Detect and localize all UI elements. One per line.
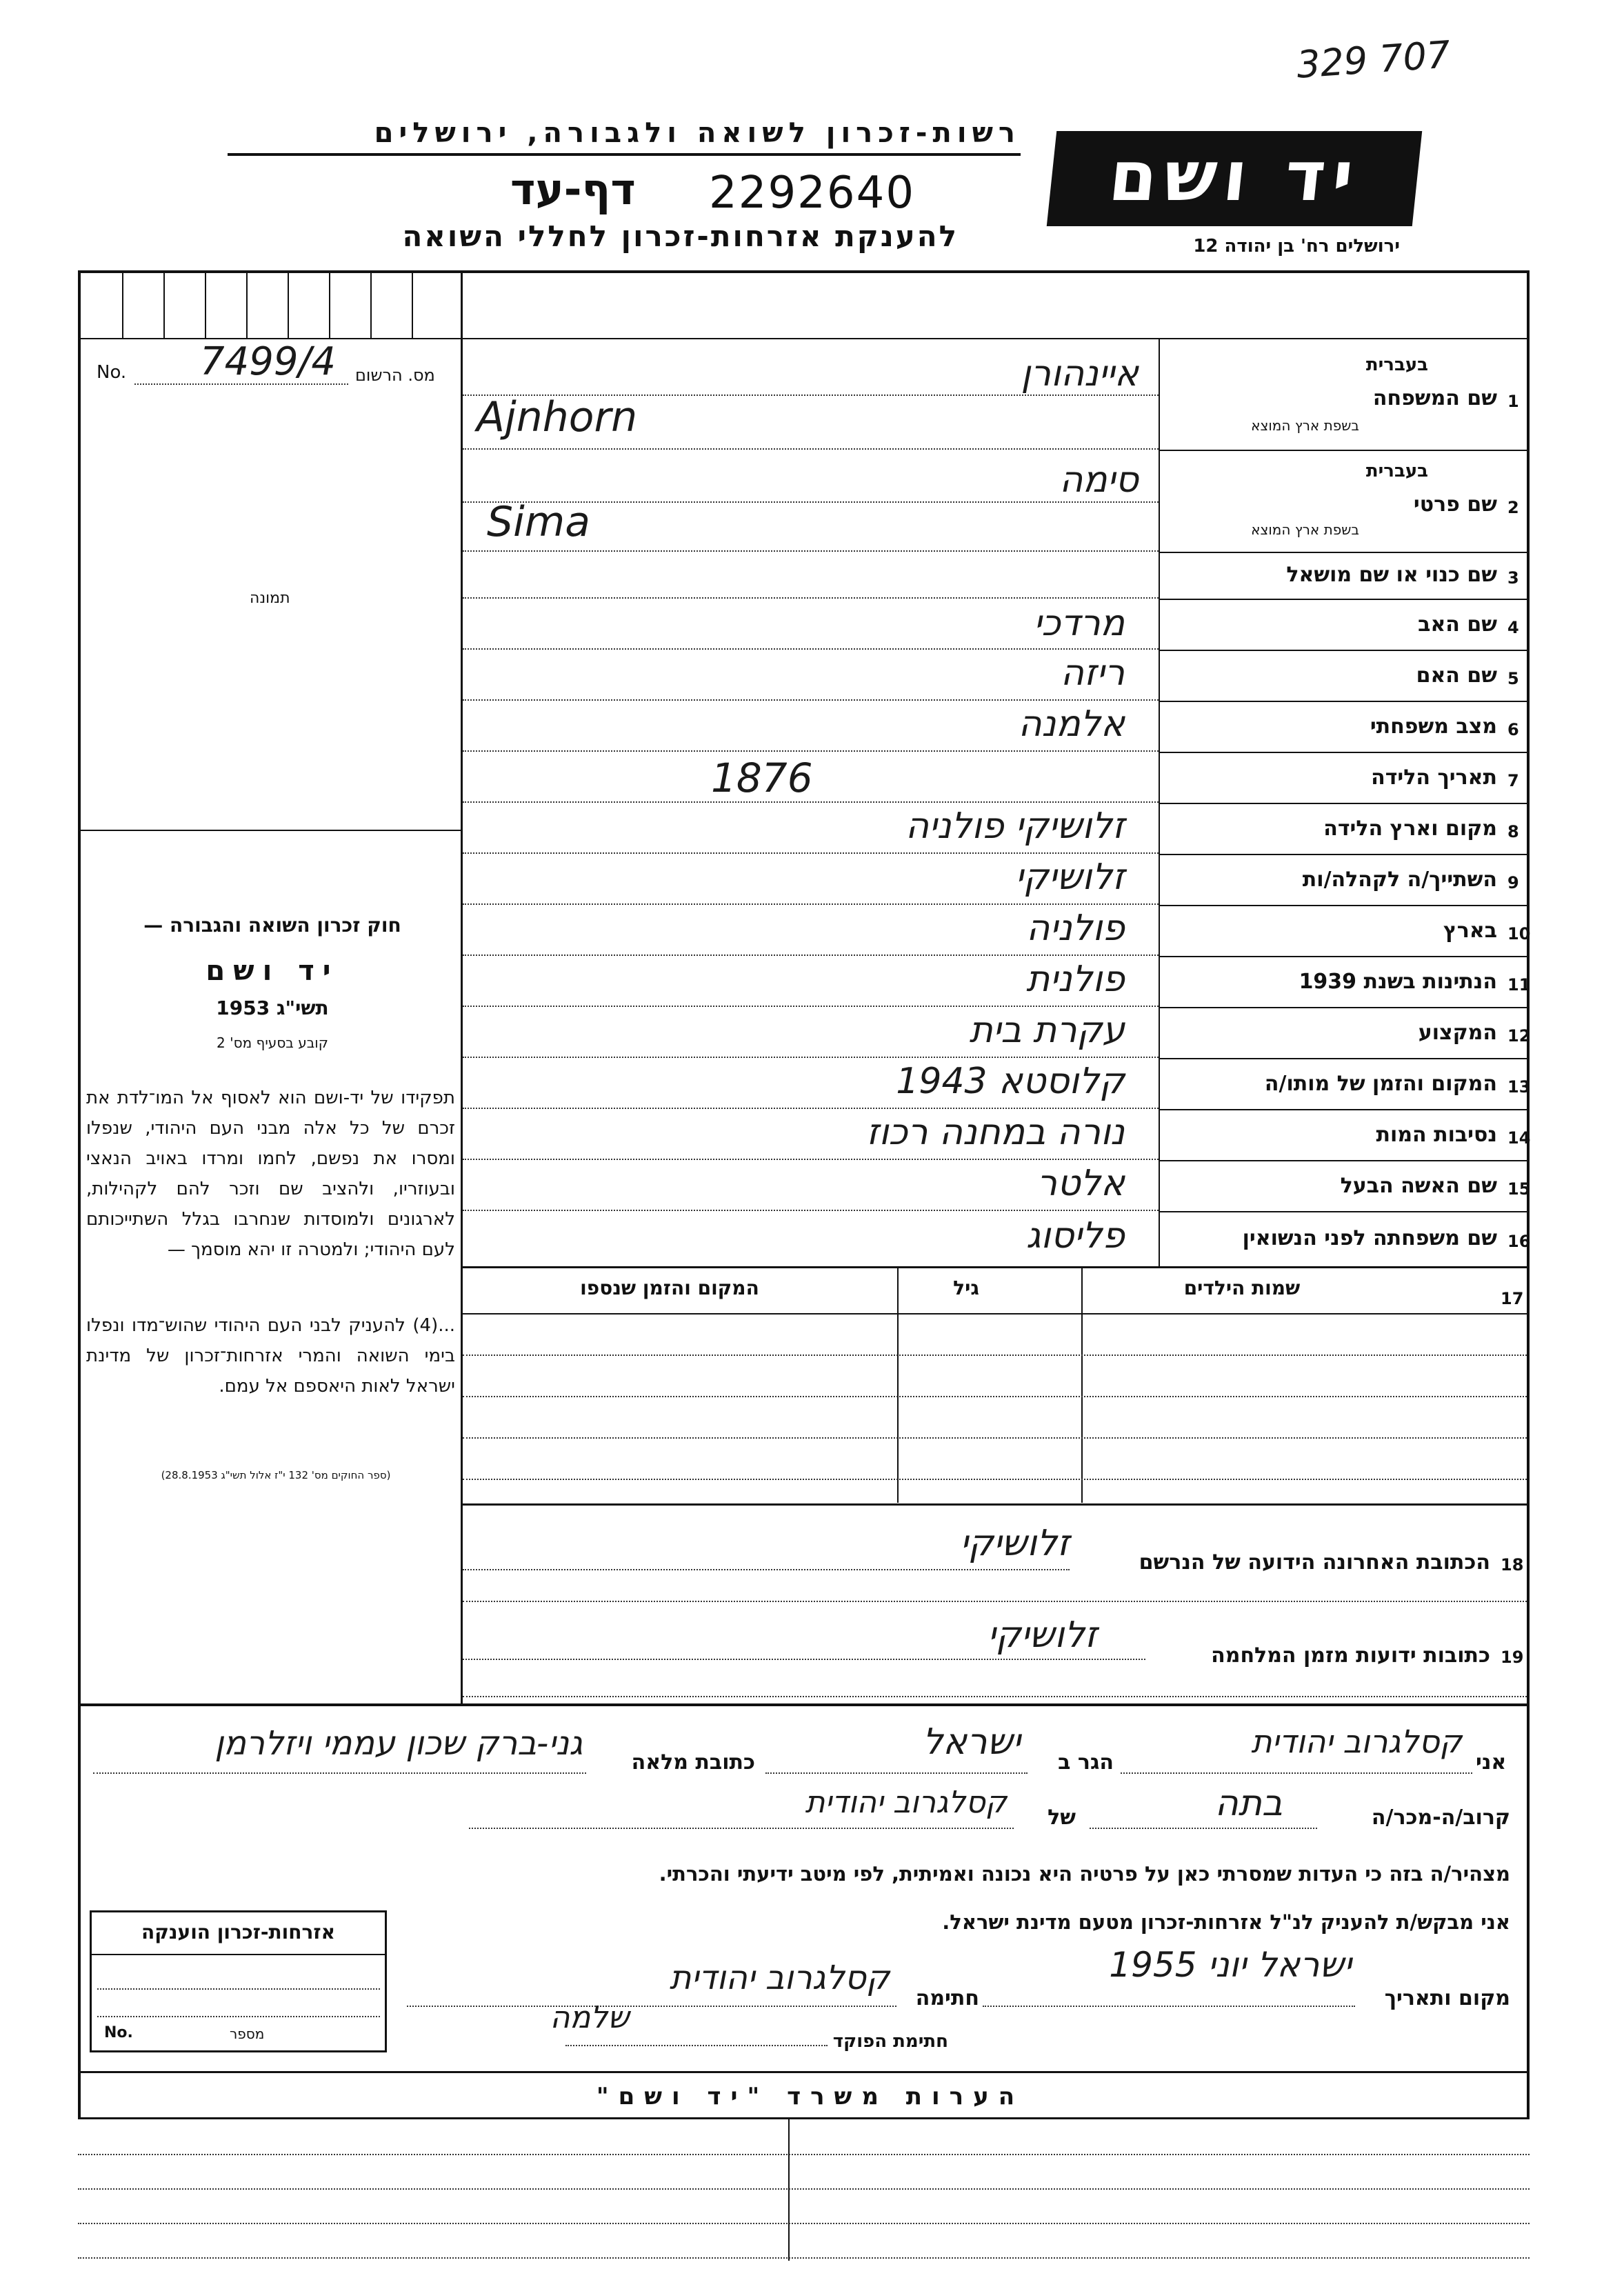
field-value-hebrew: איינהורן [1021,353,1139,394]
reg-no-hebrew-label: מס. הרשום [355,366,435,385]
field-number: 10 [1507,924,1531,943]
field-value-local: Ajnhorn [477,393,638,441]
address: ירושלים רח' בן יהודה 12 [1193,236,1400,257]
field-row-first-name [463,450,1527,552]
form-title: דף-עד [510,164,636,214]
field-value: מרדכי [1033,603,1125,644]
declarant-residing-value: ישראל [922,1721,1021,1763]
citizenship-box [90,1910,387,2052]
field-label: שם האם [1416,663,1497,688]
field-number: 15 [1507,1179,1531,1199]
field-sub-hebrew: בעברית [1365,354,1428,375]
field-row-last-address [463,1506,1527,1609]
field-label: שם פרטי [1413,492,1497,517]
declarant-address-value: גני-ברק שכון עממי ויזלרמן [214,1724,583,1763]
field-label: שם משפחתה לפני הנשואין [1242,1226,1497,1250]
field-value: 1876 [711,754,813,801]
field-label: המקצוע [1418,1021,1497,1045]
field-number: 5 [1507,669,1519,688]
law-paragraph-1: תפקידו של יד-ושם הוא לאסוף אל המו־לדת את זכרם של כל אלה מבני העם היהודי, שנפלו ומסרו את נפשם, לחמו ומרדו באויב הנאצי ובעוזריו, ולהציב שם וזכר להם לקהילות, לארגונים ולמוסדות שנחרבו בגלל השתייכותם לעם היהודי; ולמטרה זו יהא מוסמך — [86,1088,455,1260]
declarant-of-label: של [1047,1806,1076,1830]
field-number: 1 [1507,392,1519,411]
declarant-relation-value: בתה [1214,1783,1283,1824]
field-row-country [463,906,1531,956]
field-row-birth-date [463,753,1527,803]
field-number: 18 [1501,1555,1524,1575]
photo-label: תמונה [250,590,290,607]
field-number: 17 [1501,1289,1524,1308]
declarant-of-value: קסלגרוב יהודית [805,1785,1007,1820]
field-value: זלושיקי [1015,857,1125,898]
field-sub-local: בשפת ארץ המוצא [1251,521,1359,538]
field-sub-hebrew: בעברית [1365,461,1428,481]
field-value: נורה במחנה רכוז [866,1112,1125,1153]
field-number: 8 [1507,822,1519,841]
remarks-title: הערות משרד "יד ושם" [596,2083,1025,2110]
field-value: זלושיקי [988,1615,1097,1656]
declarant-relation-label: קרוב/ה-מכר/ה [1371,1806,1510,1830]
authority-underline [228,153,1021,156]
field-row-mother-name [463,651,1527,701]
field-number: 11 [1507,975,1531,994]
field-number: 14 [1507,1128,1531,1148]
form-subtitle: להענקת אזרחות-זכרון לחללי השואה [402,219,959,253]
field-row-family-name [463,339,1527,450]
officer-signature-label: חתימת הפוקד [832,2031,948,2052]
place-date-label: מקום ותאריך [1384,1986,1510,2010]
field-row-death-circumstances [463,1110,1531,1160]
field-value: פליסוג [1026,1215,1125,1257]
field-label: הנתינות בשנת 1939 [1299,970,1497,994]
field-sub-local: בשפת ארץ המוצא [1251,417,1359,434]
field-number: 4 [1507,618,1519,637]
field-value: עקרת בית [969,1010,1125,1051]
field-label: שם כנוי או שם מושאל [1286,563,1497,587]
field-number: 2 [1507,498,1519,517]
field-label: המקום והזמן של מותו/ה [1264,1072,1497,1096]
declaration-request: אני מבקש/ת להעניק לנ"ל אזרחות-זכרון מטעם מדינת ישראל. [942,1910,1510,1934]
law-name: יד ושם [205,955,339,987]
law-year: תשי"ג 1953 [216,997,329,1019]
field-row-war-addresses [463,1609,1527,1703]
field-row-community [463,855,1527,905]
field-value: זלושיקי [960,1523,1070,1564]
remarks-area [78,2119,1530,2264]
field-label: נסיבות המות [1376,1123,1497,1147]
field-label: מקום וארץ הלידה [1323,817,1497,841]
field-value-local: Sima [487,498,590,546]
field-label: מצב משפחתי [1370,714,1497,739]
citizenship-number-label: מספר [230,2026,265,2042]
field-label: שם האב [1418,612,1497,637]
field-row-death-place-time [463,1059,1531,1109]
declarant-address-label: כתובת מלאה [631,1750,755,1775]
field-label: בארץ [1443,919,1497,943]
field-number: 6 [1507,720,1519,739]
field-row-maiden-name [463,1212,1531,1266]
field-label: תאריך הלידה [1371,766,1497,790]
code-boxes [81,273,461,338]
field-number: 19 [1501,1648,1524,1667]
law-title: חוק זכרון השואה והגבורה — [143,914,401,937]
law-paragraph-2: ...(4) להעניק לבני העם היהודי שהוש־מדו ונפלו בימי השואה והמרי אזרחות־זכרון של מדינת ישראל לאות היאספם אל עמם. [86,1315,455,1397]
children-col-age: גיל [953,1277,979,1299]
law-clause: קובע בסעיף מס' 2 [217,1034,328,1051]
field-number: 12 [1507,1026,1531,1046]
citizenship-no-label: No. [104,2024,133,2041]
field-number: 16 [1507,1232,1531,1251]
declarant-ani: אני [1476,1750,1507,1775]
field-row-nickname [463,553,1527,599]
declarant-residing-label: הגר ב [1058,1750,1114,1775]
signature-label: חתימה [915,1986,979,2010]
corner-number: 329 707 [1295,32,1452,87]
field-value: אלמנה [1018,703,1125,745]
declaration-statement: מצהיר/ה בזה כי העדות שמסרתי כאן על פרטיה היא נכונה ואמיתית, לפי מיטב ידיעתי והכרתי. [659,1862,1510,1886]
field-value: זלושיקי פולניה [905,806,1125,847]
field-number: 9 [1507,873,1519,892]
signature-value: קסלגרוב יהודית [669,1959,890,1997]
field-row-profession [463,1008,1531,1058]
reg-no-value: 7499/4 [200,339,337,384]
form-number: 2292640 [709,168,916,219]
declarant-name: קסלגרוב יהודית [1251,1723,1462,1760]
field-row-birth-place [463,804,1527,854]
field-value-hebrew: סימה [1059,459,1139,501]
field-number: 7 [1507,771,1519,790]
field-row-father-name [463,600,1527,650]
children-table [463,1268,1527,1503]
field-label: שם המשפחה [1372,386,1497,410]
field-label: שם האשה הבעל [1340,1174,1497,1198]
field-value: ריזה [1061,652,1125,694]
field-row-marital-status [463,702,1527,752]
field-value: פולניה [1026,908,1125,949]
field-value: אלטר [1036,1163,1125,1204]
field-number: 3 [1507,568,1519,588]
logo-text: יד ושם [1105,136,1364,217]
field-row-citizenship-1939 [463,957,1531,1007]
frame-left [78,270,81,2119]
citizenship-box-title: אזרחות-זכרון הוענקה [141,1921,335,1943]
yad-vashem-logo [1047,131,1423,226]
field-label: כתובות ידועות מזמן המלחמה [1211,1643,1490,1668]
law-citation: (ספר החוקים מס' 132 י"ז אלול תשי"ג 28.8.1953) [161,1469,391,1481]
officer-signature-value: שלמה [550,2000,630,2035]
field-row-spouse-name [463,1161,1531,1211]
field-label: השתייך/ה לקהלה/ות [1302,868,1497,892]
reg-no-label: No. [97,362,127,383]
authority-line: רשות-זכרון לשואה ולגבורה, ירושלים [374,117,1021,149]
children-col-names: שמות הילדים [1183,1277,1301,1299]
place-date-value: ישראל יוני 1955 [1109,1945,1352,1985]
children-col-place: המקום והזמן שנספו [580,1277,759,1299]
field-value: פולנית [1026,959,1125,1000]
field-value: קלוסטא 1943 [896,1061,1125,1102]
field-number: 13 [1507,1077,1531,1097]
law-box-top [81,830,461,831]
field-label: הכתובת האחרונה הידועה של הנרשם [1139,1550,1490,1575]
